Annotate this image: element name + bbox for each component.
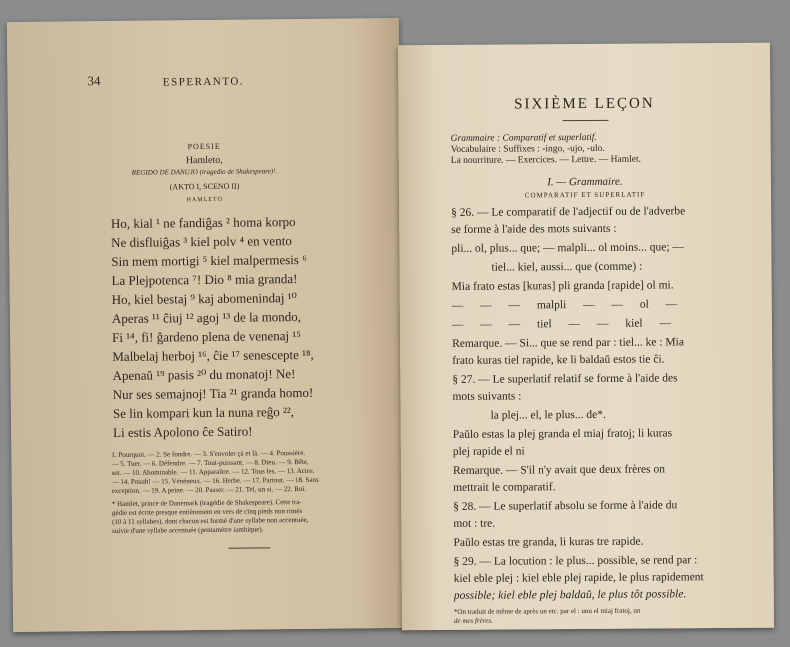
footnote-line: — 5. Tuer. — 6. Défendre. — 7. Tout-puissant. — 8. Dieu. — 9. Bête, bbox=[111, 457, 309, 468]
body-line: la plej... el, le plus... de*. bbox=[490, 408, 606, 422]
body-line: Remarque. — S'il n'y avait que deux frères on bbox=[452, 463, 666, 477]
running-head: ESPERANTO. bbox=[162, 75, 245, 89]
right-page bbox=[398, 43, 774, 631]
summary-line: Vocabulaire : Suffixes : -ingo, -ujo, -ulo. bbox=[450, 143, 605, 155]
footnote-star-line: * Hamlet, prince de Danemark (tragédie de Shakespeare). Cette tra- bbox=[111, 498, 302, 508]
footnotes bbox=[111, 448, 392, 536]
body-line: mots suivants : bbox=[452, 390, 522, 403]
body-line: Paŭlo estas tre granda, li kuras tre rapide. bbox=[453, 535, 644, 549]
verse-line: Se lin kompari kun la nuna reĝo ²², bbox=[112, 404, 295, 421]
body-line: possible; kiel eble plej baldaŭ, le plus tôt possible. bbox=[453, 588, 687, 602]
verse-line: Fi ¹⁴, fi! ĝardeno plena de venenaj ¹⁵ bbox=[112, 328, 301, 345]
body-line: se forme à l'aide des mots suivants : bbox=[451, 222, 617, 236]
verse-line: Ho, kial ¹ ne fandiĝas ² homa korpo bbox=[110, 214, 296, 231]
verse-line: Malbelaj herboj ¹⁶, ĉie ¹⁷ senescepte ¹⁸, bbox=[112, 346, 314, 364]
lesson-title: SIXIÈME LEÇON bbox=[514, 95, 655, 113]
body-line: — — — tiel — — kiel — bbox=[451, 317, 672, 331]
verse-line: Sin mem mortigi ⁵ kiel malpermesis ⁶ bbox=[111, 251, 307, 269]
body-line: mot : tre. bbox=[453, 517, 496, 530]
body-line: Remarque. — Si... que se rend par : tiel... ke : Mia bbox=[452, 336, 684, 350]
body-line: § 29. — La locution : le plus... possible, se rend par : bbox=[453, 554, 698, 568]
subheading: COMPARATIF ET SUPERLATIF bbox=[524, 190, 646, 200]
footnote-star-line: (10 à 11 syllabes), dont chacun est formé d'une syllabe non accentuée, bbox=[112, 515, 309, 526]
footnote-star-line: gédie est écrite presque entièrement en vers de cinq pieds non rimés bbox=[111, 507, 303, 517]
verse-line: Aperas ¹¹ ĉiuj ¹² agoj ¹³ de la mondo, bbox=[111, 309, 302, 326]
summary-line: Grammaire : Comparatif et superlatif. bbox=[450, 132, 597, 144]
page-number: 34 bbox=[87, 73, 101, 89]
poem-title: Hamleto, bbox=[185, 154, 223, 167]
body-line: plej rapide el ni bbox=[452, 445, 525, 458]
footnote-line: 1. Pourquoi. — 2. Se fondre. — 3. S'envoler çà et là. — 4. Poussière. bbox=[111, 448, 306, 459]
verse-line: Nur ses semajnoj! Tia ²¹ granda homo! bbox=[112, 384, 314, 402]
body-line: tiel... kiel, aussi... que (comme) : bbox=[491, 260, 643, 274]
summary-line: La nourriture. — Exercices. — Lettre. — Hamlet. bbox=[450, 154, 642, 166]
divider-rule bbox=[228, 547, 270, 548]
body-line: § 26. — Le comparatif de l'adjectif ou de l'adverbe bbox=[451, 205, 686, 219]
body-line: kiel eble plej : kiel eble plej rapide, le plus rapidement bbox=[453, 571, 704, 585]
footnote-line: — 14. Pouah! — 15. Vénéneux. — 16. Herbe. — 17. Partout. — 18. Sans bbox=[111, 475, 319, 486]
grammar-heading: I. — Grammaire. bbox=[547, 175, 623, 189]
body-line: pli... ol, plus... que; — malpli... ol moins... que; — bbox=[451, 241, 684, 255]
footnote-star-line: suivie d'une syllabe accentuée (pentamètre iambique). bbox=[112, 525, 264, 535]
act-scene: (AKTO I, SCENO II) bbox=[169, 181, 240, 192]
body-line: § 27. — Le superlatif relatif se forme à l'aide des bbox=[452, 372, 678, 386]
body-line: frato kuras tiel rapide, ke li baldaŭ estos tie ĉi. bbox=[452, 353, 665, 367]
body-line: mettrait le comparatif. bbox=[453, 481, 556, 494]
body-line: — — — malpli — — ol — bbox=[451, 298, 678, 312]
speaker: HAMLETO bbox=[186, 196, 223, 204]
body-line: Paŭlo estas la plej granda el miaj fratoj; li kuras bbox=[452, 427, 673, 441]
footnote-line: *On traduit de même de après un etc. par el : unu el miaj fratoj, un bbox=[453, 606, 641, 616]
left-page bbox=[7, 18, 405, 632]
body-line: § 28. — Le superlatif absolu se forme à l'aide du bbox=[453, 499, 678, 513]
verse-line: La Plejpotenca ⁷! Dio ⁸ mia granda! bbox=[111, 271, 298, 288]
footnote-line: sot. — 10. Abominable. — 11. Apparaître. — 12. Tous les. — 13. Actes. bbox=[111, 466, 315, 477]
footnote-line: exception. — 19. A peine. — 20. Passer. — 21. Tel, un si. — 22. Roi. bbox=[111, 484, 307, 495]
body-line: Mia frato estas [kuras] pli granda [rapide] ol mi. bbox=[451, 279, 674, 293]
verse-line: Apenaŭ ¹⁹ pasis ²⁰ du monatoj! Ne! bbox=[112, 366, 296, 383]
verse-line: Ne disfluiĝas ³ kiel polv ⁴ en vento bbox=[111, 233, 292, 250]
verse-line: Ho, kiel bestaj ⁹ kaj abomenindaj ¹⁰ bbox=[111, 290, 297, 307]
title-rule bbox=[562, 120, 608, 121]
section-heading: POESIE bbox=[187, 141, 221, 152]
poem-subtitle: REGIDO DE DANUJO (tragedio de Shakespeare)¹. bbox=[131, 167, 278, 177]
verse-line: Li estis Apolono ĉe Satiro! bbox=[113, 423, 253, 440]
footnote-line: de mes frères. bbox=[453, 616, 493, 625]
